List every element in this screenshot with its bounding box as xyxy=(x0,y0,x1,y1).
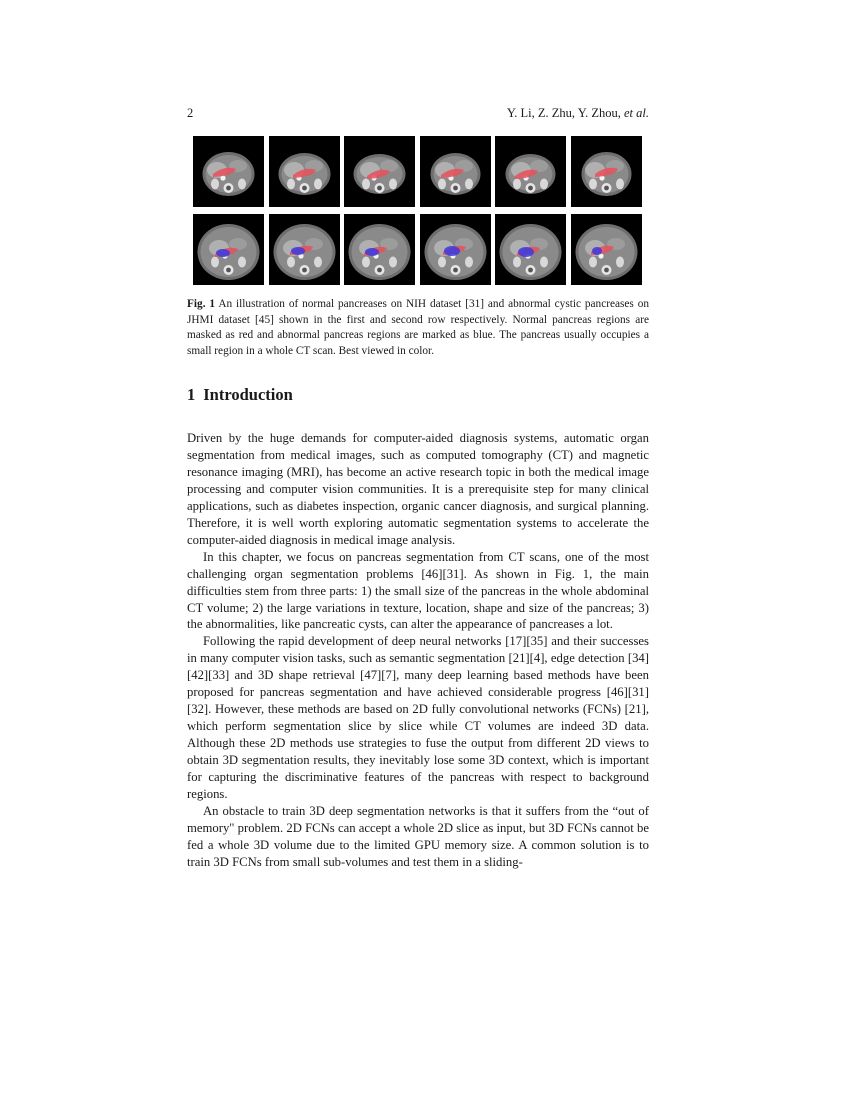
ct-scan-r2-c1 xyxy=(193,214,264,285)
running-head xyxy=(507,106,649,121)
section-title: Introduction xyxy=(203,385,293,404)
ct-scan-r1-c6 xyxy=(571,136,642,207)
caption-label: Fig. 1 xyxy=(187,298,216,310)
paragraph-4: An obstacle to train 3D deep segmentation networks is that it suffers from the “out of memory" problem. 2D FCNs can accept a whole 2D slice as input, but 3D FCNs cannot be fed a whole 3D volume due to the limited GPU memory size. A common solution is to train 3D FCNs from small sub-volumes and test them in a sliding- xyxy=(187,803,649,869)
page-number: 2 xyxy=(187,106,194,120)
ct-scan-r2-c5 xyxy=(495,214,566,285)
ct-scan-r1-c3 xyxy=(344,136,415,207)
running-head-etal: et al. xyxy=(624,106,649,120)
ct-scan-r2-c3 xyxy=(344,214,415,285)
ct-scan-r1-c1 xyxy=(193,136,264,207)
paragraph-1: Driven by the huge demands for computer-aided diagnosis systems, automatic organ segmentation from medical images, such as computed tomography (CT) and magnetic resonance imaging (MRI), has become an active research topic in both the medical image processing and computer vision communities. It is a prerequisite step for many clinical applications, such as diabetes inspection, organic cancer diagnosis, and surgical planning. Therefore, it is well worth exploring automatic segmentation systems to accelerate the computer-aided diagnosis in medical image analysis. xyxy=(187,431,649,547)
figure-1 xyxy=(193,136,643,286)
ct-scan-r2-c6 xyxy=(571,214,642,285)
ct-scan-r1-c4 xyxy=(420,136,491,207)
section-heading xyxy=(187,385,293,405)
ct-scan-r2-c4 xyxy=(420,214,491,285)
paragraph-2: In this chapter, we focus on pancreas segmentation from CT scans, one of the most challenging organ segmentation problems [46][31]. As shown in Fig. 1, the main difficulties stem from three parts: 1) the small size of the pancreas in the whole abdominal CT volume; 2) the large variations in texture, location, shape and size of the pancreas; 3) the abnormalities, like pancreatic cysts, can alter the appearance of pancreases a lot. xyxy=(187,549,649,632)
caption-text: An illustration of normal pancreases on NIH dataset [31] and abnormal cystic pancreases on JHMI dataset [45] shown in the first and second row respectively. Normal pancreas regions are masked as red and abnormal pancreas regions are marked as blue. The pancreas usually occupies a small region in a whole CT scan. Best viewed in color. xyxy=(187,298,649,357)
running-head-authors: Y. Li, Z. Zhu, Y. Zhou, xyxy=(506,106,621,120)
ct-scan-r1-c5 xyxy=(495,136,566,207)
section-number: 1 xyxy=(187,385,196,404)
body-text xyxy=(187,430,649,871)
ct-scan-r2-c2 xyxy=(269,214,340,285)
paragraph-3: Following the rapid development of deep neural networks [17][35] and their successes in many computer vision tasks, such as semantic segmentation [21][4], edge detection [34][42][33] and 3D shape retrieval [47][7], many deep learning based methods have been proposed for pancreas segmentation and have achieved considerable progress [46][31][32]. However, these methods are based on 2D fully convolutional networks (FCNs) [21], which perform segmentation slice by slice while CT volumes are indeed 3D data. Although these 2D methods use strategies to fuse the output from different 2D views to obtain 3D segmentation results, they inevitably lose some 3D context, which is important for capturing the discriminative features of the pancreas with respect to background regions. xyxy=(187,634,649,802)
figure-caption xyxy=(187,297,649,359)
ct-scan-r1-c2 xyxy=(269,136,340,207)
